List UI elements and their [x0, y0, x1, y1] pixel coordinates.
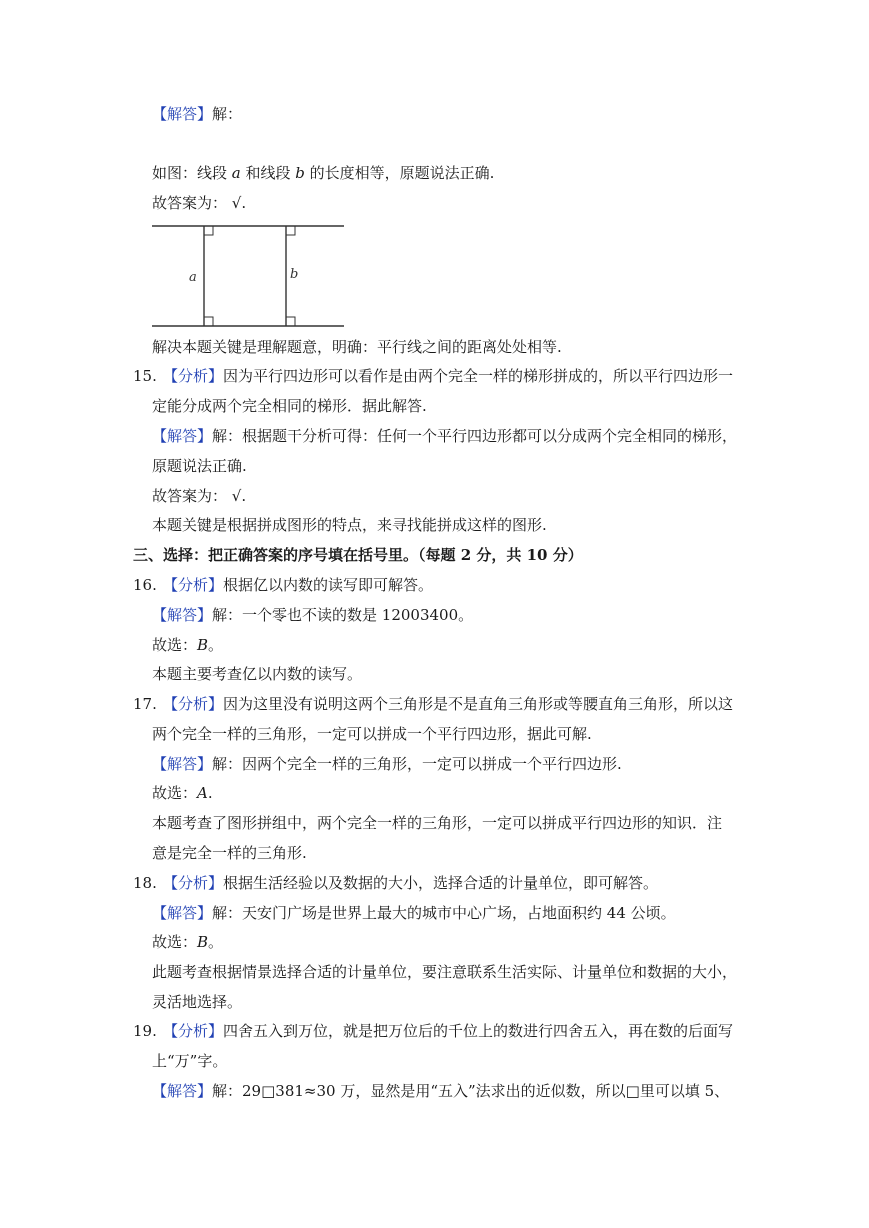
- result-line: 故答案为： √.: [152, 194, 247, 212]
- figure-label-b: b: [290, 267, 299, 282]
- choice-prefix: 故选：: [152, 636, 198, 654]
- answer-tag: 【解答】: [152, 755, 213, 773]
- answer-text: 解：29□381≈30 万，显然是用“五入”法求出的近似数，所以□里可以填 5、: [212, 1082, 730, 1100]
- parallel-lines-figure: [152, 222, 348, 330]
- q17-choice: [152, 783, 213, 803]
- question-number: 18.: [133, 874, 157, 892]
- choice-suffix: 。: [208, 636, 224, 654]
- sentence-part: 的长度相等，原题说法正确.: [304, 164, 495, 182]
- q17-summary-line2: 意是完全一样的三角形.: [152, 844, 307, 862]
- q18-choice: [152, 932, 223, 952]
- q17-summary-line1: 本题考查了图形拼组中，两个完全一样的三角形，一定可以拼成平行四边形的知识．注: [152, 814, 723, 832]
- section-heading: 三、选择：把正确答案的序号填在括号里。（每题 2 分，共 10 分）: [133, 546, 583, 564]
- q17-analysis-line1: [133, 694, 733, 714]
- question-number: 19.: [133, 1022, 157, 1040]
- analysis-tag: 【分析】: [163, 367, 224, 385]
- analysis-text: 四舍五入到万位，就是把万位后的千位上的数进行四舍五入，再在数的后面写: [223, 1022, 734, 1040]
- right-angle-mark: [204, 226, 213, 235]
- right-angle-mark: [286, 317, 295, 326]
- q15-answer-line2: 原题说法正确.: [152, 457, 247, 475]
- choice-letter: B: [197, 933, 209, 951]
- question-number: 17.: [133, 695, 157, 713]
- sentence-part: 和线段: [240, 164, 296, 182]
- analysis-tag: 【分析】: [163, 695, 224, 713]
- choice-letter: B: [197, 636, 209, 654]
- q17-analysis-line2: 两个完全一样的三角形，一定可以拼成一个平行四边形，据此可解.: [152, 725, 592, 743]
- q18-answer: [152, 903, 676, 923]
- answer-tag: 【解答】: [152, 1082, 213, 1100]
- answer-tag: 【解答】: [152, 904, 213, 922]
- q16-choice: [152, 635, 223, 655]
- figure-sentence: [152, 163, 494, 183]
- q15-analysis-line1: [133, 366, 733, 386]
- q18-summary-line2: 灵活地选择。: [152, 993, 243, 1011]
- q16-analysis: [133, 575, 433, 595]
- analysis-text: 根据亿以内数的读写即可解答。: [223, 576, 434, 594]
- choice-prefix: 故选：: [152, 784, 198, 802]
- answer-text: 解：天安门广场是世界上最大的城市中心广场，占地面积约 44 公顷。: [212, 904, 676, 922]
- analysis-tag: 【分析】: [163, 874, 224, 892]
- answer-tag: 【解答】: [152, 606, 213, 624]
- sentence-part: 如图：线段: [152, 164, 232, 182]
- q15-result: 故答案为： √.: [152, 487, 247, 505]
- segment-a-label: a: [231, 164, 241, 182]
- q18-summary-line1: 此题考查根据情景选择合适的计量单位，要注意联系生活实际、计量单位和数据的大小，: [152, 963, 738, 981]
- q18-analysis: [133, 873, 658, 893]
- q16-answer: [152, 605, 473, 625]
- q15-answer-line1: [152, 426, 737, 446]
- analysis-tag: 【分析】: [163, 1022, 224, 1040]
- right-angle-mark: [286, 226, 295, 235]
- q17-answer: [152, 754, 622, 774]
- answer-tag: 【解答】: [152, 427, 213, 445]
- choice-suffix: .: [207, 784, 213, 802]
- analysis-tag: 【分析】: [163, 576, 224, 594]
- analysis-text: 根据生活经验以及数据的大小，选择合适的计量单位，即可解答。: [223, 874, 659, 892]
- question-number: 16.: [133, 576, 157, 594]
- choice-suffix: 。: [208, 933, 224, 951]
- answer-line: [152, 104, 242, 124]
- question-number: 15.: [133, 367, 157, 385]
- q19-analysis-line1: [133, 1021, 733, 1041]
- choice-prefix: 故选：: [152, 933, 198, 951]
- q19-answer: [152, 1081, 729, 1101]
- analysis-text: 因为平行四边形可以看作是由两个完全一样的梯形拼成的，所以平行四边形一: [223, 367, 734, 385]
- q15-summary: 本题关键是根据拼成图形的特点，来寻找能拼成这样的图形.: [152, 516, 547, 534]
- segment-b-label: b: [295, 164, 305, 182]
- answer-text: 解：因两个完全一样的三角形，一定可以拼成一个平行四边形.: [212, 755, 622, 773]
- answer-text: 解：根据题干分析可得：任何一个平行四边形都可以分成两个完全相同的梯形，: [212, 427, 738, 445]
- choice-letter: A: [197, 784, 208, 802]
- q19-analysis-line2: 上“万”字。: [152, 1052, 228, 1070]
- analysis-text: 因为这里没有说明这两个三角形是不是直角三角形或等腰直角三角形，所以这: [223, 695, 734, 713]
- answer-text: 解：: [212, 105, 243, 123]
- figure-label-a: a: [189, 270, 197, 285]
- right-angle-mark: [204, 317, 213, 326]
- answer-text: 解：一个零也不读的数是 12003400。: [212, 606, 474, 624]
- answer-tag: 【解答】: [152, 105, 213, 123]
- q16-summary: 本题主要考查亿以内数的读写。: [152, 665, 363, 683]
- q15-analysis-line2: 定能分成两个完全相同的梯形．据此解答.: [152, 397, 427, 415]
- summary-line: 解决本题关键是理解题意，明确：平行线之间的距离处处相等.: [152, 338, 562, 356]
